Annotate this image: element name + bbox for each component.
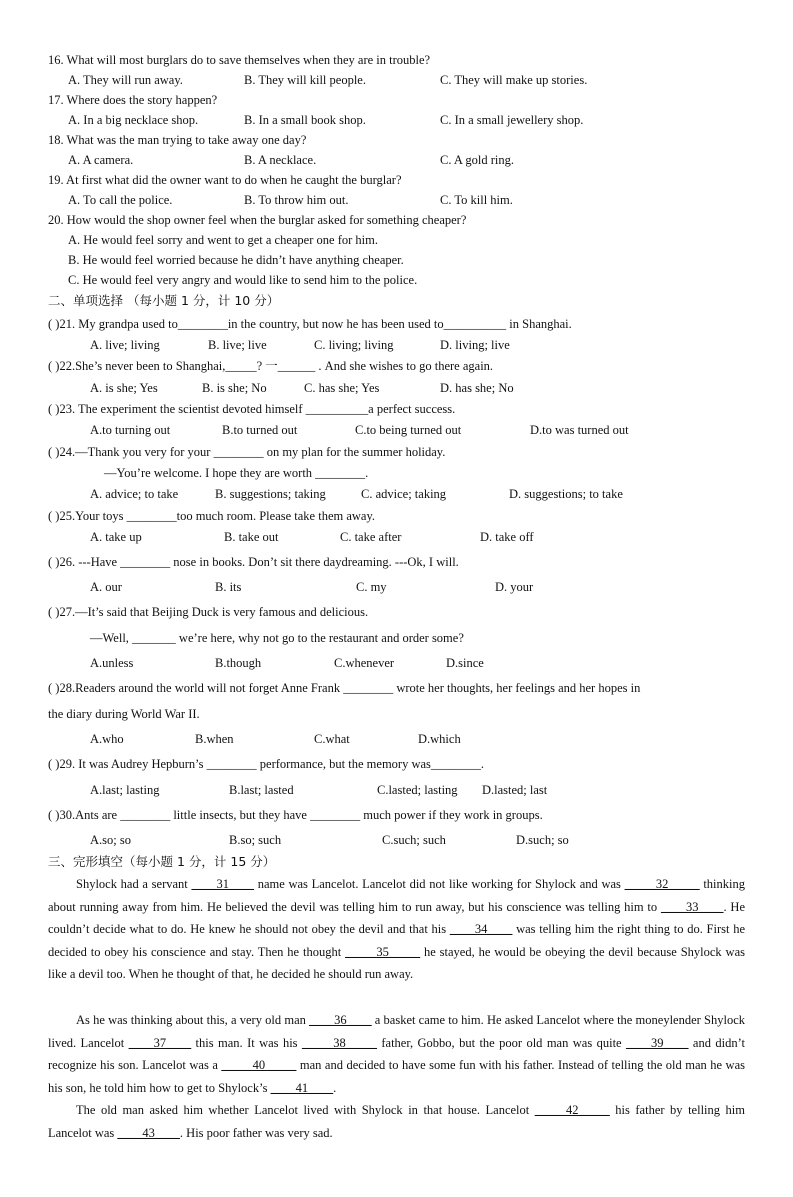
- blank-31: ____31____: [191, 877, 254, 891]
- q18-option-c: C. A gold ring.: [440, 153, 514, 167]
- question-28-stem: ( )28.Readers around the world will not forget Anne Frank ________ wrote her thoughts, her feelings and her hopes in: [48, 681, 641, 695]
- q23-option-b: B.to turned out: [222, 423, 298, 437]
- q24-option-b: B. suggestions; taking: [215, 487, 326, 501]
- blank-37: ____37____: [128, 1035, 192, 1050]
- blank-35: _____35_____: [345, 944, 421, 959]
- q25-option-b: B. take out: [224, 530, 279, 544]
- question-16-stem: 16. What will most burglars do to save themselves when they are in trouble?: [48, 53, 431, 67]
- q28-option-b: B.when: [195, 732, 234, 746]
- blank-34: ____34____: [449, 922, 513, 937]
- q30-option-c: C.such; such: [382, 833, 446, 847]
- question-22-stem: ( )22.She’s never been to Shanghai,_____? 一______ . And she wishes to go there again.: [48, 359, 494, 373]
- q30-option-b: B.so; such: [229, 833, 282, 847]
- q22-option-a: A. is she; Yes: [90, 381, 158, 395]
- blank-43: ____43____: [117, 1125, 180, 1140]
- q21-option-a: A. live; living: [90, 338, 160, 352]
- section-2-heading: 二、单项选择 （每小题 1 分，计 10 分）: [48, 293, 280, 308]
- q17-option-b: B. In a small book shop.: [244, 113, 366, 127]
- q24-option-d: D. suggestions; to take: [509, 487, 623, 501]
- q26-option-d: D. your: [495, 580, 534, 594]
- question-27-stem-2: —Well, _______ we’re here, why not go to the restaurant and order some?: [90, 631, 464, 645]
- cloze-paragraph-1: Shylock had a servant ____31____ name was Lancelot. Lancelot did not like working for Shylock and was _____32_____ thinking about running away from him. He believed the devil was telling him to run away, but his conscience was telling him to ____33____. He couldn’t decide what to do. He knew he should not obey the devil and that his ____34____ was telling him the right thing to do. First he decided to obey his conscience and stay. Then he thought _____35_____ he stayed, he would be obeying the devil because Shylock was like a devil too. When he thought of that, he decided he should run away.: [48, 877, 745, 982]
- q19-option-a: A. To call the police.: [68, 193, 173, 207]
- blank-32: _____32_____: [624, 877, 700, 891]
- q27-option-b: B.though: [215, 656, 262, 670]
- blank-42: _____42_____: [534, 1103, 610, 1117]
- question-23-stem: ( )23. The experiment the scientist devoted himself __________a perfect success.: [48, 402, 456, 416]
- q23-option-a: A.to turning out: [90, 423, 171, 437]
- q20-option-a: A. He would feel sorry and went to get a cheaper one for him.: [68, 233, 378, 247]
- q23-option-d: D.to was turned out: [530, 423, 629, 437]
- q19-option-b: B. To throw him out.: [244, 193, 349, 207]
- q30-option-d: D.such; so: [516, 833, 569, 847]
- question-27-stem: ( )27.—It’s said that Beijing Duck is very famous and delicious.: [48, 605, 369, 619]
- blank-39: ____39____: [626, 1035, 689, 1050]
- q25-option-a: A. take up: [90, 530, 142, 544]
- question-17-stem: 17. Where does the story happen?: [48, 93, 218, 107]
- q25-option-d: D. take off: [480, 530, 534, 544]
- q22-option-d: D. has she; No: [440, 381, 514, 395]
- question-29-stem: ( )29. It was Audrey Hepburn’s ________ performance, but the memory was________.: [48, 757, 485, 771]
- q29-option-a: A.last; lasting: [90, 783, 160, 797]
- cloze-paragraph-2: As he was thinking about this, a very old man ____36____ a basket came to him. He asked Lancelot where the moneylender Shylock lived. Lancelot ____37____ this man. It was his _____38_____ father, Gobbo, but the poor old man was quite ____39____ and didn’t recognize his son. Lancelot was a _____40_____ man and decided to have some fun with his father. Instead of telling the old man he was his son, he told him how to get to Shylock’s ____41____.: [48, 1013, 745, 1095]
- q28-option-a: A.who: [90, 732, 124, 746]
- question-19-stem: 19. At first what did the owner want to do when he caught the burglar?: [48, 173, 402, 187]
- q22-option-c: C. has she; Yes: [304, 381, 380, 395]
- q28-option-c: C.what: [314, 732, 350, 746]
- q16-option-b: B. They will kill people.: [244, 73, 366, 87]
- question-24-stem: ( )24.—Thank you very for your ________ on my plan for the summer holiday.: [48, 445, 446, 459]
- q26-option-a: A. our: [90, 580, 122, 594]
- question-18-stem: 18. What was the man trying to take away one day?: [48, 133, 307, 147]
- q27-option-c: C.whenever: [334, 656, 395, 670]
- q30-option-a: A.so; so: [90, 833, 131, 847]
- q29-option-b: B.last; lasted: [229, 783, 294, 797]
- q16-option-a: A. They will run away.: [68, 73, 183, 87]
- q29-option-d: D.lasted; last: [482, 783, 548, 797]
- blank-41: ____41____: [270, 1080, 334, 1095]
- q16-option-c: C. They will make up stories.: [440, 73, 588, 87]
- q23-option-c: C.to being turned out: [355, 423, 462, 437]
- q27-option-a: A.unless: [90, 656, 134, 670]
- section-3-heading: 三、完形填空（每小题 1 分，计 15 分）: [48, 854, 276, 869]
- q29-option-c: C.lasted; lasting: [377, 783, 458, 797]
- question-28-stem-2: the diary during World War II.: [48, 707, 200, 721]
- q26-option-c: C. my: [356, 580, 387, 594]
- q28-option-d: D.which: [418, 732, 461, 746]
- question-21-stem: ( )21. My grandpa used to________in the country, but now he has been used to__________ in Shanghai.: [48, 317, 572, 331]
- question-24-stem-2: —You’re welcome. I hope they are worth ________.: [104, 466, 369, 480]
- cloze-paragraph-3: The old man asked him whether Lancelot lived with Shylock in that house. Lancelot _____42_____ his father by telling him Lancelot was ____43____. His poor father was very sad.: [48, 1103, 745, 1140]
- q18-option-b: B. A necklace.: [244, 153, 317, 167]
- q24-option-a: A. advice; to take: [90, 487, 179, 501]
- q25-option-c: C. take after: [340, 530, 402, 544]
- question-25-stem: ( )25.Your toys ________too much room. Please take them away.: [48, 509, 376, 523]
- q21-option-c: C. living; living: [314, 338, 394, 352]
- q27-option-d: D.since: [446, 656, 484, 670]
- question-30-stem: ( )30.Ants are ________ little insects, but they have ________ much power if they work in groups.: [48, 808, 543, 822]
- blank-40: _____40_____: [221, 1058, 297, 1073]
- q20-option-b: B. He would feel worried because he didn’t have anything cheaper.: [68, 253, 404, 267]
- q18-option-a: A. A camera.: [68, 153, 134, 167]
- blank-38: _____38_____: [301, 1035, 377, 1050]
- q20-option-c: C. He would feel very angry and would like to send him to the police.: [68, 273, 418, 287]
- q26-option-b: B. its: [215, 580, 242, 594]
- q24-option-c: C. advice; taking: [361, 487, 447, 501]
- q21-option-b: B. live; live: [208, 338, 267, 352]
- q21-option-d: D. living; live: [440, 338, 510, 352]
- blank-33: ____33____: [660, 899, 724, 914]
- blank-36: ____36____: [309, 1013, 372, 1027]
- question-26-stem: ( )26. ---Have ________ nose in books. Don’t sit there daydreaming. ---Ok, I will.: [48, 555, 459, 569]
- q19-option-c: C. To kill him.: [440, 193, 513, 207]
- q22-option-b: B. is she; No: [202, 381, 267, 395]
- question-20-stem: 20. How would the shop owner feel when the burglar asked for something cheaper?: [48, 213, 467, 227]
- q17-option-a: A. In a big necklace shop.: [68, 113, 199, 127]
- q17-option-c: C. In a small jewellery shop.: [440, 113, 584, 127]
